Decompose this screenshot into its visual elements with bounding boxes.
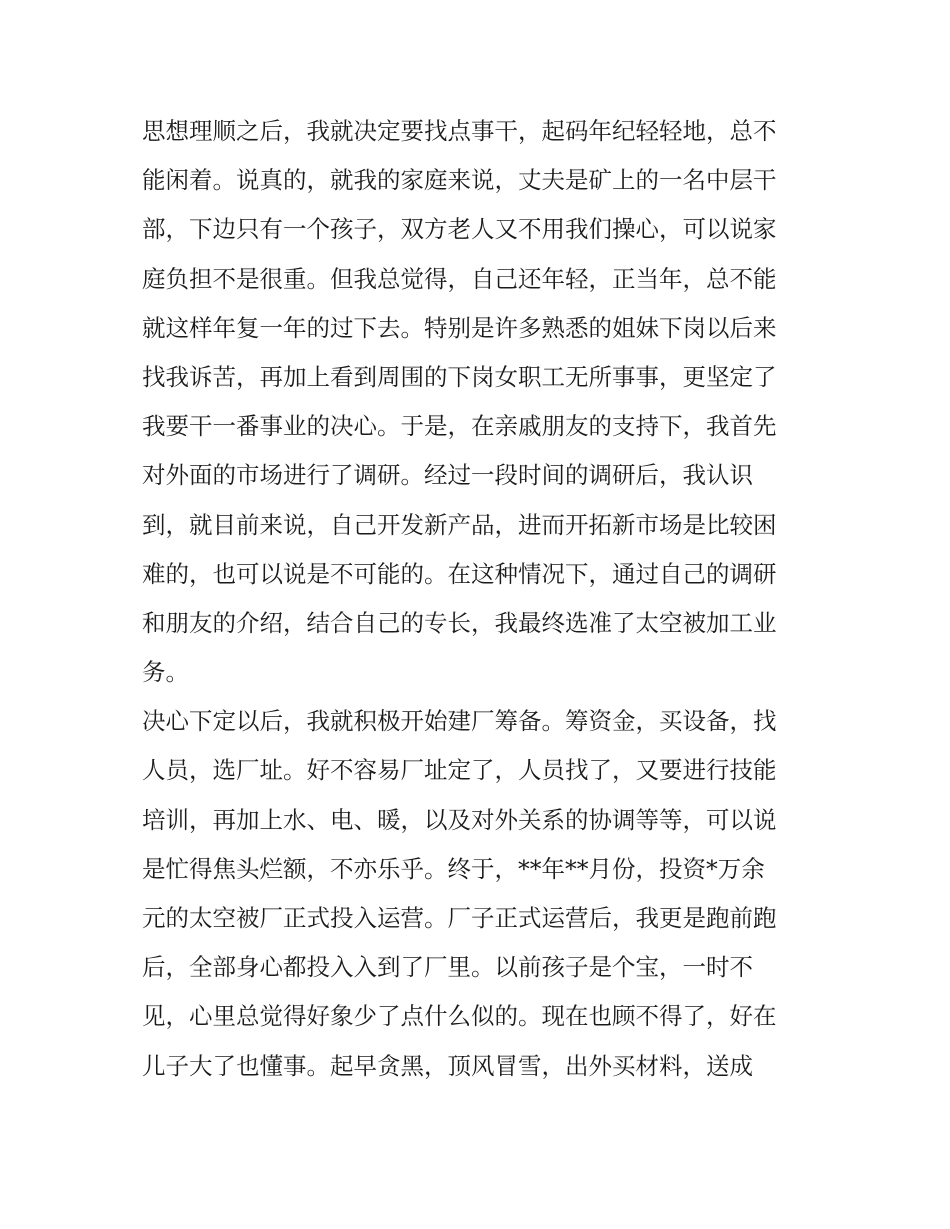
- text-line: 思想理顺之后，我就决定要找点事干，起码年纪轻轻地，总不: [142, 117, 777, 145]
- text-line: 人员，选厂址。好不容易厂址定了，人员找了，又要进行技能: [142, 756, 777, 785]
- text-line: 是忙得焦头烂额，不亦乐乎。终于，**年**月份，投资*万余: [142, 854, 765, 883]
- text-line: 我要干一番事业的决心。于是，在亲戚朋友的支持下，我首先: [142, 412, 777, 441]
- text-line: 对外面的市场进行了调研。经过一段时间的调研后，我认识: [142, 461, 753, 490]
- text-line: 决心下定以后，我就积极开始建厂筹备。筹资金，买设备，找: [142, 707, 777, 736]
- text-line: 到，就目前来说，自己开发新产品，进而开拓新市场是比较困: [142, 510, 777, 539]
- text-line: 后，全部身心都投入入到了厂里。以前孩子是个宝，一时不: [142, 953, 753, 982]
- text-line: 元的太空被厂正式投入运营。厂子正式运营后，我更是跑前跑: [142, 904, 777, 932]
- text-line: 找我诉苦，再加上看到周围的下岗女职工无所事事，更坚定了: [142, 362, 777, 391]
- text-line: 就这样年复一年的过下去。特别是许多熟悉的姐妹下岗以后来: [142, 313, 777, 342]
- text-line: 务。: [142, 658, 189, 687]
- text-line: 能闲着。说真的，就我的家庭来说，丈夫是矿上的一名中层干: [142, 166, 777, 195]
- text-line: 庭负担不是很重。但我总觉得，自己还年轻，正当年，总不能: [142, 264, 777, 293]
- text-line: 部，下边只有一个孩子，双方老人又不用我们操心，可以说家: [142, 215, 777, 244]
- text-line: 儿子大了也懂事。起早贪黑，顶风冒雪，出外买材料，送成: [142, 1051, 753, 1080]
- text-line: 难的，也可以说是不可能的。在这种情况下，通过自己的调研: [142, 559, 777, 588]
- text-line: 培训，再加上水、电、暖，以及对外关系的协调等等，可以说: [142, 805, 777, 834]
- text-line: 和朋友的介绍，结合自己的专长，我最终选准了太空被加工业: [142, 608, 777, 637]
- text-line: 见，心里总觉得好象少了点什么似的。现在也顾不得了，好在: [142, 1002, 777, 1031]
- body-text: [142, 107, 822, 1091]
